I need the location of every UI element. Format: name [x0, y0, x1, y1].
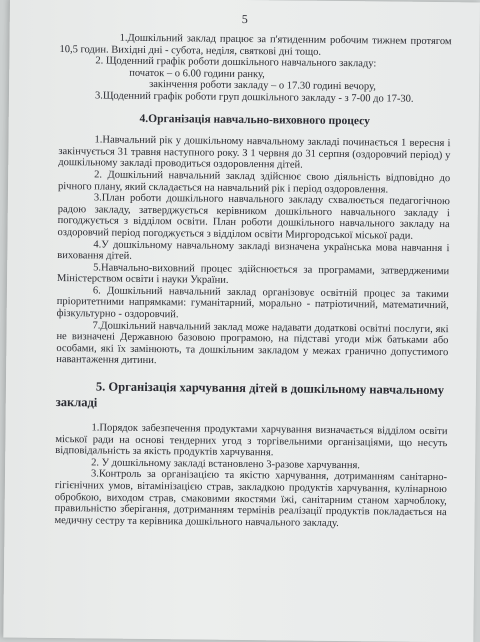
paragraph-5-3: 3.Контроль за організацією та якістю харчування, дотриманням санітарно-гігієнічних умов, вітамінізацією страв, закладкою продуктів харчування, кулінарною обробкою, виходом страв, смаковими якостями їжі, санітарним станом харчоблоку, правильністю зберігання, дотриманням термінів реалізації продуктів покладається на медичну сестру та керівника дошкільного навчального закладу. [54, 468, 448, 529]
page-number: 5 [241, 11, 248, 27]
paragraph-5-1: 1.Порядок забезпечення продуктами харчування визначається відділом освіти міської ради на основі тендерних угод з торгівельними організаціями, що несуть відповідальність за якість продуктів харчування. [55, 422, 448, 459]
document-page [3, 0, 480, 642]
paragraph-4-1: 1.Навчальний рік у дошкільному навчальному закладі починається 1 вересня і закінчується 31 травня наступного року. З 1 червня до 31 серпня (оздоровчий період) у дошкільному закладі проводиться оздоровлення дітей. [58, 134, 451, 171]
paragraph-3-2: 2. Щоденний графік роботи дошкільного навчального закладу: [95, 55, 377, 70]
paragraph-3-2-end: закінчення роботи закладу – о 17.30 годині вечору, [149, 79, 376, 93]
paragraph-3-3: 3.Щоденний графік роботи груп дошкільного закладу - з 7-00 до 17-30. [94, 90, 414, 105]
section-5-heading: 5. Організація харчування дітей в дошкільному навчальному закладі [55, 379, 445, 410]
paragraph-4-5: 5.Навчально-виховний процес здійснюється за програмами, затвердженими Міністерством освіти і науки України. [57, 262, 450, 287]
paragraph-4-6: 6. Дошкільний навчальний заклад організовує освітній процес за такими пріоритетними напрямками: гуманітарний, морально - патріотичний, математичний, фізкультурно - оздоровчий. [56, 285, 449, 321]
paragraph-5-2: 2. У дошкільному закладі встановлено 3-разове харчування. [91, 457, 361, 472]
page-content [54, 32, 451, 530]
paragraph-3-1: 1.Дошкільний заклад працює за п'ятиденним робочим тижнем протягом 10,5 годин. Вихідні дні - субота, неділя, святкові дні тощо. [59, 32, 452, 58]
paragraph-3-2-start: початок – о 6.00 години ранку, [129, 67, 265, 80]
paragraph-4-4: 4.У дошкільному навчальному закладі визначена українська мова навчання і виховання дітей. [57, 238, 450, 262]
paragraph-4-3: 3.План роботи дошкільного навчального закладу схвалюється педагогічною радою закладу, затверджується керівником дошкільного навчального закладу і погоджується з відділом освіти. План роботи дошкільного навчального закладу на оздоровчий період погоджується з відділом освіти Миргородської міської ради. [57, 192, 450, 242]
paragraph-4-2: 2. Дошкільний навчальний заклад здійснює свою діяльність відповідно до річного плану, який складається на навчальний рік і період оздоровлення. [57, 169, 451, 196]
paragraph-4-7: 7.Дошкільний навчальний заклад може надавати додаткові освітні послуги, які не визначені Державною базовою програмою, на підставі угоди між батьками або особами, які їх замінюють, та дошкільним закладом у межах гранично допустимого навантаження дитини. [56, 320, 449, 367]
section-4-heading: 4.Організація навчально-виховного процесу [139, 112, 370, 127]
